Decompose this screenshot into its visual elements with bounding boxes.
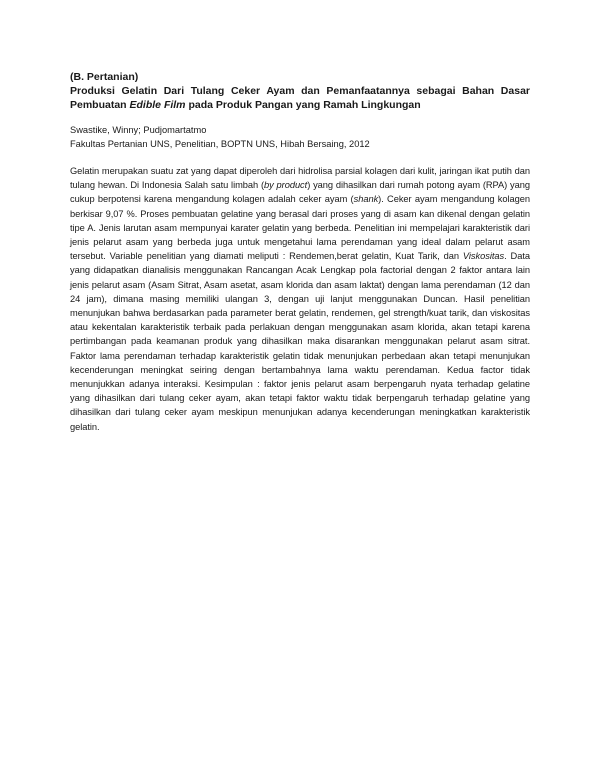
abstract-text: Gelatin merupakan suatu zat yang dapat diperoleh dari hidrolisa parsial kolagen dari kulit, jaringan ikat putih dan tulang hewan. Di Indonesia Salah satu limbah ( <box>70 166 530 191</box>
title-text: Produksi Gelatin Dari Tulang Ceker Ayam dan Pemanfaatannya sebagai Bahan Dasar Pembuatan <box>70 85 530 111</box>
abstract-text: ) yang dihasilkan dari rumah potong ayam (RPA) yang cukup berpotensi karena mengandung kolagen adalah ceker ayam ( <box>70 180 530 205</box>
document-meta <box>70 124 530 151</box>
authors: Swastike, Winny; Pudjomartatmo <box>70 125 207 135</box>
abstract-text: . Data yang didapatkan dianalisis menggunakan Rancangan Acak Lengkap pola factorial dengan 2 faktor antara lain jenis pelarut asam (Asam Sitrat, Asam asetat, asam klorida dan asam laktat) dengan lama perendaman (12 dan 24 jam), dimana masing memiliki ulangan 3, dengan uji lanjut menggunakan Duncan. Hasil penelitian menunjukan bahwa berdasarkan pada parameter berat gelatin, rendemen, gel strength/kuat tarik, dan viskositas atau kekentalan karakteristik terbaik pada perlakuan dengan menggunakan asam klorida, akan tetapi karena pertimbangan pada keamanan produk yang dihasilkan maka disarankan menggunakan pelarut asam sitrat. Faktor lama perendaman terhadap karakteristik gelatin tidak menunjukan perbedaan akan tetapi menunjukan kecenderungan meningkat seiring dengan bertambahnya lama waktu perendaman. Kedua factor tidak menunjukkan adanya interaksi. Kesimpulan : faktor jenis pelarut asam berpengaruh nyata terhadap gelatine yang dihasilkan dari tulang ceker ayam, akan tetapi faktor waktu tidak berpengaruh terhadap gelatine yang dihasilkan dari tulang ceker ayam meskipun menunjukan adanya kecenderungan meningkatkan karakteristik gelatin. <box>70 251 530 432</box>
abstract-italic-term: shank <box>353 194 379 205</box>
abstract-italic-term: by product <box>264 180 308 191</box>
category-label: (B. Pertanian) <box>70 71 139 83</box>
title-text-end: pada Produk Pangan yang Ramah Lingkungan <box>185 99 421 111</box>
document-page <box>70 70 530 434</box>
affiliation: Fakultas Pertanian UNS, Penelitian, BOPTN UNS, Hibah Bersaing, 2012 <box>70 138 370 149</box>
abstract-italic-term: Viskositas <box>462 251 505 262</box>
title-italic-term: Edible Film <box>129 99 186 111</box>
document-title <box>70 84 530 112</box>
abstract-text: ). Ceker ayam mengandung kolagen berkisar 9,07 %. Proses pembuatan gelatine yang berasal dari proses yang di asam kan dikenal dengan gelatin tipe A. Jenis larutan asam mempunyai karater gelatin yang berbeda. Penelitian ini mempelajari karakteristik dari jenis pelarut asam yang berbeda juga untuk mengetahui lama perendaman yang ideal dalam pelarut asam tersebut. Variable penelitian yang diamati meliputi : Rendemen,berat gelatin, Kuat Tarik, dan <box>70 194 530 262</box>
abstract-paragraph <box>70 164 530 434</box>
